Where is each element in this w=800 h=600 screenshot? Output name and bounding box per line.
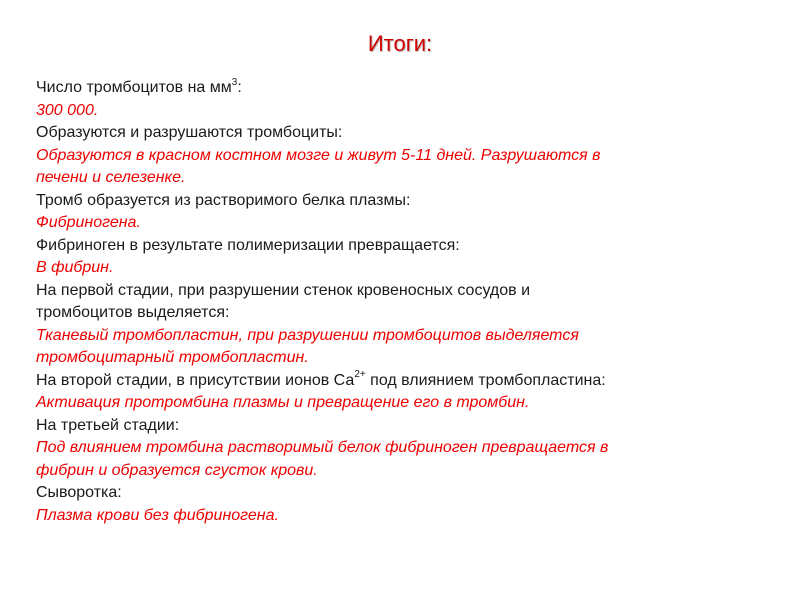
question-second-stage [36,370,776,393]
question-first-stage-line2: тромбоцитов выделяется: [36,304,230,321]
answer-third-stage-line2: фибрин и образуется сгусток крови. [36,461,318,479]
answer-second-stage: Активация протромбина плазмы и превращение его в тромбин. [36,394,530,411]
question-first-stage-line1: На первой стадии, при разрушении стенок кровеносных сосудов и [36,281,531,299]
answer-serum: Плазма крови без фибриногена. [36,506,279,524]
slide-title: Итоги: [367,31,433,56]
question-platelet-count [36,77,776,100]
question-third-stage: На третьей стадии: [36,416,180,434]
answer-thrombus-protein: Фибриногена. [36,214,141,231]
question-formation-destruction: Образуются и разрушаются тромбоциты: [36,124,343,141]
question-text-end: под влиянием тромбопластина: [365,371,606,389]
superscript: 3 [231,76,238,88]
question-polymerization: Фибриноген в результате полимеризации превращается: [36,236,460,254]
question-text-end: : [237,79,242,96]
answer-third-stage-line1: Под влиянием тромбина растворимый белок фибриноген превращается в [36,439,609,456]
answer-polymerization: В фибрин. [36,259,114,276]
question-text: На второй стадии, в присутствии ионов Са [36,371,355,389]
summary-content [36,77,776,527]
superscript: 2+ [354,369,366,381]
answer-first-stage-line2: тромбоцитарный тромбопластин. [36,349,309,366]
question-thrombus-protein: Тромб образуется из растворимого белка плазмы: [36,191,411,209]
question-serum: Сыворотка: [36,484,122,501]
answer-platelet-count: 300 000. [36,101,99,119]
question-text: Число тромбоцитов на мм [36,79,232,96]
answer-first-stage-line1: Тканевый тромбопластин, при разрушении тромбоцитов выделяется [36,326,579,344]
answer-formation-destruction-line1: Образуются в красном костном мозге и живут 5-11 дней. Разрушаются в [36,146,601,164]
answer-formation-destruction-line2: печени и селезенке. [36,169,186,186]
